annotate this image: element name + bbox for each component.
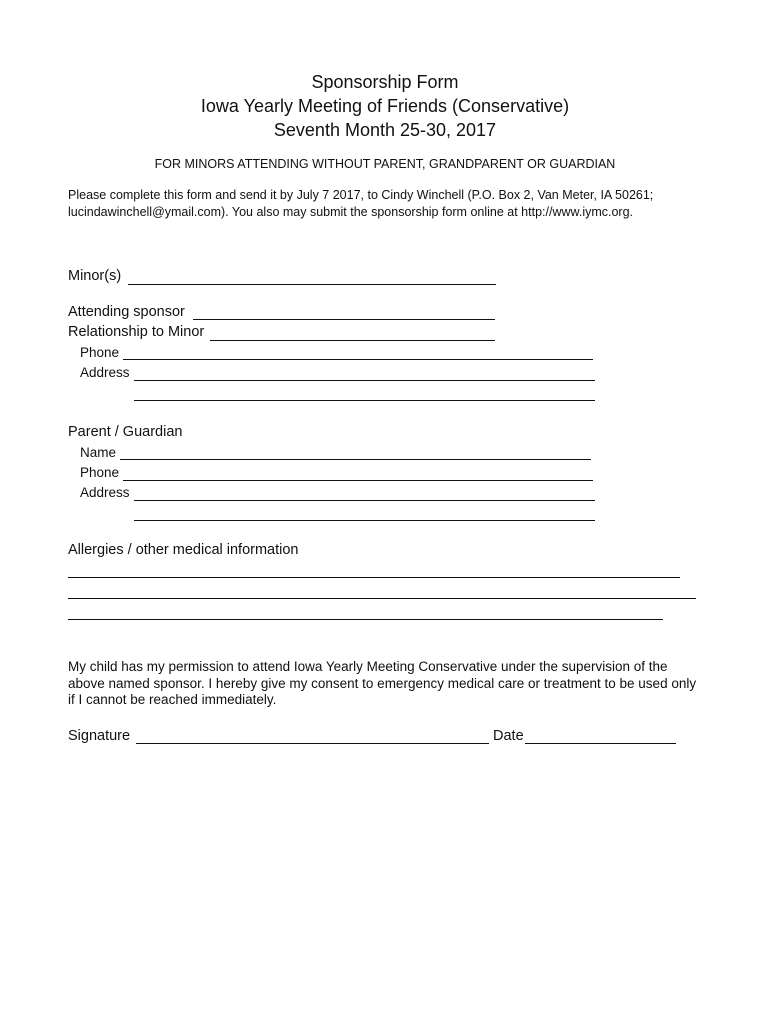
medical-field-3[interactable] — [68, 619, 663, 620]
instructions-paragraph: Please complete this form and send it by July 7 2017, to Cindy Winchell (P.O. Box 2, Van Meter, IA 50261; lucindawinchell@ymail.com). You also may submit the sponsorship form online at http://www.iymc.org. — [68, 188, 654, 219]
organization-title: Iowa Yearly Meeting of Friends (Conservative) — [200, 96, 570, 116]
sponsor-address-label: Address — [80, 365, 130, 380]
guardian-name-field[interactable] — [120, 459, 591, 460]
medical-label: Allergies / other medical information — [68, 542, 299, 558]
sponsor-address-field-1[interactable] — [134, 380, 595, 381]
event-dates: Seventh Month 25-30, 2017 — [273, 120, 497, 140]
consent-paragraph: My child has my permission to attend Iowa Yearly Meeting Conservative under the supervision of the above named sponsor. I hereby give my consent to emergency medical care or treatment to be used only if I cannot be reached immediately. — [68, 659, 697, 707]
minor-label: Minor(s) — [68, 268, 122, 284]
sponsor-phone-label: Phone — [80, 345, 120, 360]
relationship-field[interactable] — [210, 340, 495, 341]
attending-sponsor-field[interactable] — [193, 319, 495, 320]
guardian-phone-label: Phone — [80, 465, 120, 480]
date-field[interactable] — [525, 743, 676, 744]
sponsor-address-field-2[interactable] — [134, 400, 595, 401]
signature-label: Signature — [68, 728, 131, 744]
guardian-phone-field[interactable] — [123, 480, 593, 481]
minor-field[interactable] — [128, 284, 496, 285]
relationship-label: Relationship to Minor — [68, 324, 205, 340]
guardian-address-field-2[interactable] — [134, 520, 595, 521]
sponsor-phone-field[interactable] — [123, 359, 593, 360]
guardian-address-label: Address — [80, 485, 130, 500]
guardian-address-field-1[interactable] — [134, 500, 595, 501]
guardian-name-label: Name — [80, 445, 117, 460]
medical-field-2[interactable] — [68, 598, 696, 599]
medical-field-1[interactable] — [68, 577, 680, 578]
subheading: FOR MINORS ATTENDING WITHOUT PARENT, GRANDPARENT OR GUARDIAN — [154, 157, 616, 171]
guardian-heading: Parent / Guardian — [68, 424, 183, 440]
date-label: Date — [493, 728, 524, 744]
form-title: Sponsorship Form — [311, 72, 459, 92]
attending-sponsor-label: Attending sponsor — [68, 304, 185, 320]
signature-field[interactable] — [136, 743, 489, 744]
